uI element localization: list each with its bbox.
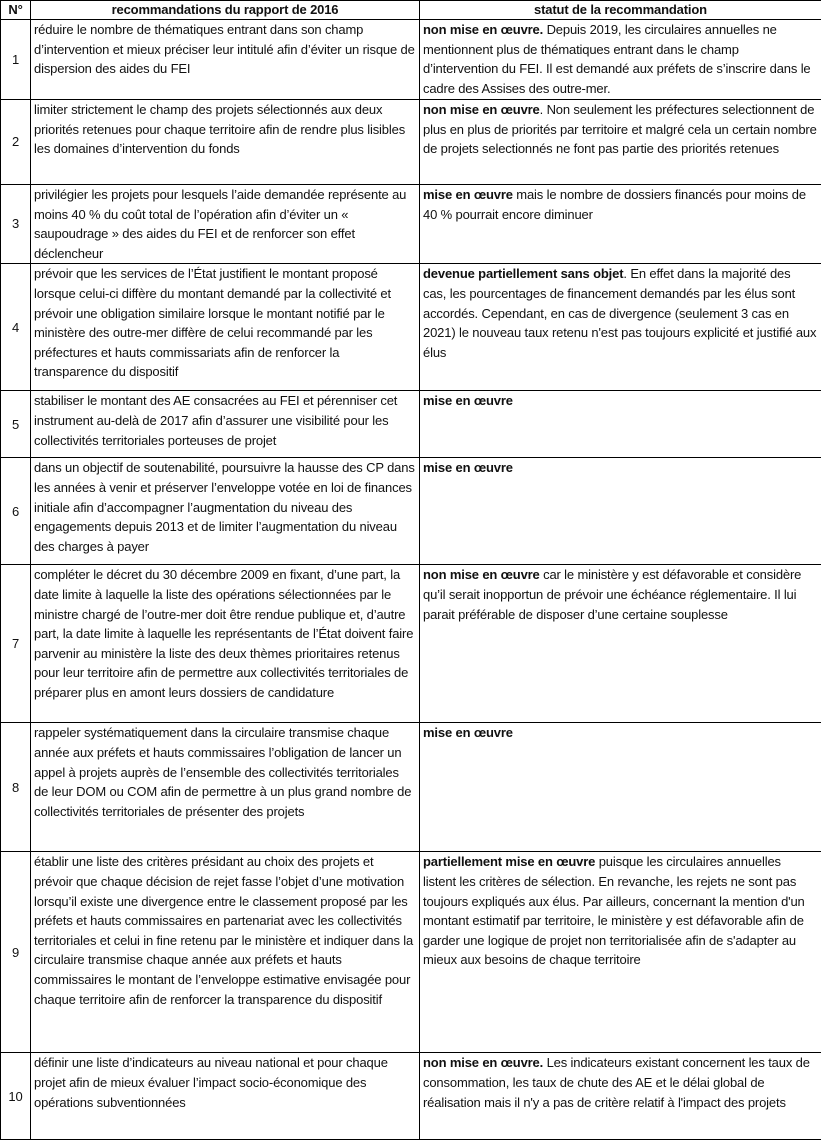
status-key: mise en œuvre — [423, 725, 513, 741]
table-row — [1, 185, 821, 264]
recommendation-cell: définir une liste d’indicateurs au niveau national et pour chaque projet afin de mieux évaluer l’impact socio-économique des opérations subventionnées — [31, 1053, 420, 1140]
status-key: non mise en œuvre. — [423, 22, 544, 37]
row-number: 2 — [1, 100, 31, 185]
status-cell — [420, 264, 821, 391]
row-number: 3 — [1, 185, 31, 264]
header-recommendation: recommandations du rapport de 2016 — [31, 1, 420, 20]
row-number: 6 — [1, 458, 31, 565]
status-key: mise en œuvre — [423, 460, 513, 476]
recommendation-cell: stabiliser le montant des AE consacrées au FEI et pérenniser cet instrument au-delà de 2017 afin d’assurer une visibilité pour les collectivités territoriales porteuses de projet — [31, 391, 420, 458]
header-number: N° — [1, 1, 31, 20]
table-row — [1, 391, 821, 458]
status-detail: puisque les circulaires annuelles listent les critères de sélection. En revanche, les rejets ne sont pas toujours expliqués aux élus. Par ailleurs, concernant la mention d'un montant estimatif par territoire, le ministère y est défavorable afin de garder une logique de projet non territorialisée afin de s'adapter au mieux aux besoins de chaque territoire — [423, 854, 805, 968]
status-key: devenue partiellement sans objet — [423, 266, 624, 282]
status-key: mise en œuvre — [423, 393, 513, 409]
recommendation-cell: compléter le décret du 30 décembre 2009 en fixant, d’une part, la date limite à laquelle la liste des opérations sélectionnées par le ministre chargé de l’outre-mer doit être rendue publique et, d’autre part, la date limite à laquelle les représentants de l’État doivent faire parvenir au ministère la liste des deux thèmes prioritaires retenus pour leur territoire afin de permettre aux collectivités territoriales de préparer plus en amont leurs dossiers de candidature — [31, 565, 420, 723]
status-cell — [420, 20, 821, 100]
status-detail: Les indicateurs existant concernent les taux de consommation, les taux de chute des AE et le délai global de réalisation mais il n'y a pas de critère relatif à l'impact des projets — [423, 1055, 810, 1110]
status-key: partiellement mise en œuvre — [423, 854, 596, 870]
recommendation-cell: rappeler systématiquement dans la circulaire transmise chaque année aux préfets et hauts commissaires l’obligation de lancer un appel à projets auprès de l’ensemble des collectivités territoriales de leur DOM ou COM afin de permettre à un plus grand nombre de collectivités territoriales de présenter des projets — [31, 723, 420, 852]
status-key: non mise en œuvre — [423, 567, 540, 583]
status-cell — [420, 723, 821, 852]
table-row — [1, 565, 821, 723]
table-row — [1, 20, 821, 100]
status-cell — [420, 100, 821, 185]
row-number: 4 — [1, 264, 31, 391]
table-row — [1, 100, 821, 185]
row-number: 1 — [1, 20, 31, 100]
row-number: 9 — [1, 852, 31, 1053]
status-cell — [420, 1053, 821, 1140]
table-row — [1, 1053, 821, 1140]
recommendation-cell: réduire le nombre de thématiques entrant dans son champ d’intervention et mieux préciser leur intitulé afin d’éviter un risque de dispersion des aides du FEI — [31, 20, 420, 100]
table-row — [1, 458, 821, 565]
header-row — [1, 1, 821, 20]
row-number: 7 — [1, 565, 31, 723]
recommendation-cell: limiter strictement le champ des projets sélectionnés aux deux priorités retenues pour chaque territoire afin de rendre plus lisibles les domaines d’intervention du fonds — [31, 100, 420, 185]
status-cell — [420, 565, 821, 723]
status-key: non mise en œuvre. — [423, 1055, 544, 1071]
recommendation-cell: privilégier les projets pour lesquels l’aide demandée représente au moins 40 % du coût total de l’opération afin d’éviter un « saupoudrage » des aides du FEI et de renforcer son effet déclencheur — [31, 185, 420, 264]
header-status: statut de la recommandation — [420, 1, 821, 20]
status-cell — [420, 391, 821, 458]
status-cell — [420, 185, 821, 264]
recommendation-cell: prévoir que les services de l’État justifient le montant proposé lorsque celui-ci diffère du montant demandé par la collectivité et prévoir une obligation similaire lorsque le montant notifié par le ministère des outre-mer diffère de celui recommandé par les préfectures et hauts commissariats afin de renforcer la transparence du dispositif — [31, 264, 420, 391]
status-cell — [420, 458, 821, 565]
status-detail: Depuis 2019, les circulaires annuelles ne mentionnent plus de thématiques entrant dans le champ d’intervention du FEI. Il est demandé aux préfets de s’inscrire dans le cadre des Assises des outre-mer. — [423, 22, 811, 96]
status-detail: . Non seulement les préfectures selectionnent de plus en plus de priorités par territoire et malgré cela un certain nombre de projets selectionnés ne font pas partie des priorités retenues — [423, 102, 817, 157]
table-row — [1, 723, 821, 852]
row-number: 10 — [1, 1053, 31, 1140]
table-row — [1, 852, 821, 1053]
status-detail: mais le nombre de dossiers financés pour moins de 40 % pourrait encore diminuer — [423, 187, 806, 222]
row-number: 8 — [1, 723, 31, 852]
status-key: non mise en œuvre — [423, 102, 540, 117]
row-number: 5 — [1, 391, 31, 458]
recommendation-cell: dans un objectif de soutenabilité, poursuivre la hausse des CP dans les années à venir et préserver l’enveloppe votée en loi de finances initiale afin d’accompagner l’augmentation du niveau des engagements depuis 2013 et de limiter l’augmentation du niveau des charges à payer — [31, 458, 420, 565]
table-row — [1, 264, 821, 391]
recommendation-cell: établir une liste des critères présidant au choix des projets et prévoir que chaque décision de rejet fasse l’objet d’une motivation lorsqu’il existe une divergence entre le classement proposé par les préfets et hauts commissaires en partenariat avec les collectivités territoriales et celui in fine retenu par le ministère et indiquer dans la circulaire transmise chaque année aux préfets et hauts commissaires le montant de l’enveloppe estimative envisagée pour chaque territoire afin de renforcer la transparence du dispositif — [31, 852, 420, 1053]
status-key: mise en œuvre — [423, 187, 513, 202]
status-detail: . En effet dans la majorité des cas, les pourcentages de financement demandés par les élus sont accordés. Cependant, en cas de divergence (seulement 3 cas en 2021) le nouveau taux retenu n'est pas toujours explicité et justifié aux élus — [423, 266, 817, 360]
status-detail: car le ministère y est défavorable et considère qu’il serait inopportun de prévoir une échéance réglementaire. Il lui parait préférable de disposer d’une certaine souplesse — [423, 567, 802, 622]
status-cell — [420, 852, 821, 1053]
